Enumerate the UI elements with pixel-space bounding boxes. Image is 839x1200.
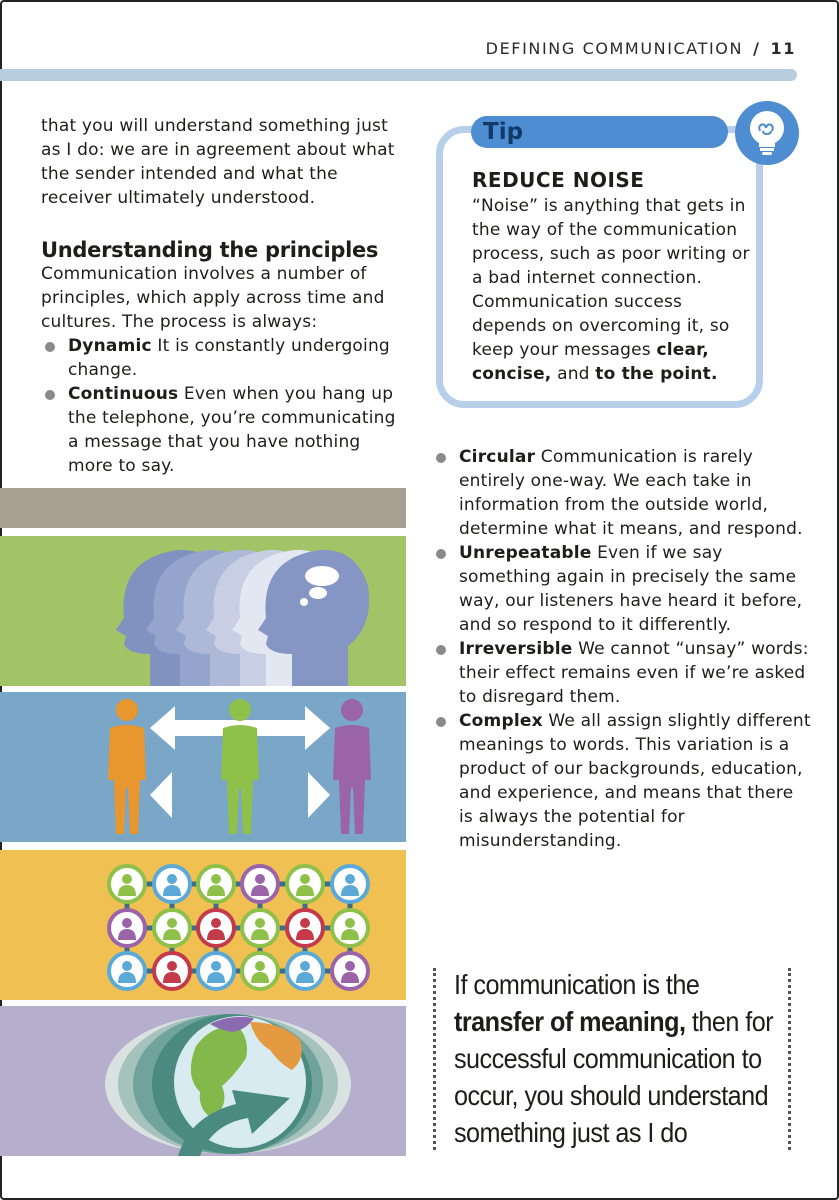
- bullet-text: Even when you hang up the telephone, you’re communicating a message that you have nothing more to say.: [68, 384, 396, 476]
- section-heading: Understanding the principles: [41, 238, 379, 262]
- list-item: [41, 382, 403, 478]
- list-item: [41, 334, 403, 382]
- quote-text-before: If communication is the: [454, 969, 700, 1000]
- bullet-term: Irreversible: [459, 639, 573, 659]
- header-rule: [0, 69, 797, 81]
- tip-title: REDUCE NOISE: [472, 168, 645, 192]
- left-column: [41, 114, 403, 478]
- principles-list-right: [432, 445, 812, 853]
- network-person-node: [154, 866, 190, 902]
- tip-body: [472, 194, 752, 386]
- header-separator: /: [753, 39, 761, 58]
- network-person-node: [109, 953, 145, 989]
- list-item: [432, 445, 812, 541]
- tip-joiner: and: [551, 364, 596, 384]
- bullet-text: Communication is rarely entirely one-way. We each take in information from the outside world, determine what it means, and respond.: [459, 447, 803, 539]
- intro-paragraph: that you will understand something just as I do: we are in agreement about what the sender intended and what the receiver ultimately understood.: [41, 116, 395, 208]
- bullet-text: It is constantly undergoing change.: [68, 336, 390, 380]
- heads-illustration: [0, 536, 406, 686]
- tip-emphasis-clear: clear,: [656, 340, 709, 360]
- bullet-text: We cannot “unsay” words: their effect remains even if we’re asked to disregard them.: [459, 639, 809, 707]
- network-person-node: [109, 866, 145, 902]
- tip-body-text: “Noise” is anything that gets in the way of the communication process, such as poor writing or a bad internet connection. Communication success depends on overcoming it, so keep your messages: [472, 196, 750, 360]
- section-title: DEFINING COMMUNICATION: [485, 39, 744, 58]
- bullet-text: Even if we say something again in precisely the same way, our listeners have heard it before, and so respond to it differently.: [459, 543, 803, 635]
- principles-list-left: [41, 334, 403, 478]
- network-person-node: [242, 866, 278, 902]
- network-person-node: [198, 953, 234, 989]
- network-person-node: [154, 953, 190, 989]
- bullet-term: Circular: [459, 447, 536, 467]
- bullet-text: We all assign slightly different meanings to words. This variation is a product of our backgrounds, education, and experience, and means that there is always the potential for misunderstanding.: [459, 711, 811, 851]
- network-person-node: [287, 866, 323, 902]
- network-person-node: [287, 953, 323, 989]
- globe-illustration: [0, 1006, 406, 1156]
- network-person-node: [242, 953, 278, 989]
- tip-label: Tip: [483, 119, 524, 145]
- bullet-term: Continuous: [68, 384, 179, 404]
- pull-quote: [454, 966, 787, 1151]
- lightbulb-icon: [735, 101, 799, 165]
- network-person-node: [198, 866, 234, 902]
- page-number: 11: [770, 39, 796, 58]
- network-person-node: [242, 910, 278, 946]
- running-head: [486, 39, 796, 58]
- right-column: [432, 445, 812, 853]
- list-item: [432, 637, 812, 709]
- network-person-node: [332, 953, 368, 989]
- quote-text-after: then for successful communication to occur, you should understand something just as I do: [454, 1006, 774, 1148]
- network-person-node: [332, 866, 368, 902]
- tip-emphasis-point: to the point.: [595, 364, 718, 384]
- network-person-node: [109, 910, 145, 946]
- list-item: [432, 709, 812, 853]
- bullet-term: Complex: [459, 711, 543, 731]
- tip-emphasis-concise: concise,: [472, 364, 552, 384]
- network-person-node: [287, 910, 323, 946]
- list-item: [432, 541, 812, 637]
- network-person-node: [198, 910, 234, 946]
- network-person-node: [332, 910, 368, 946]
- network-person-node: [154, 910, 190, 946]
- people-arrows-illustration: [0, 692, 406, 842]
- bullet-term: Dynamic: [68, 336, 152, 356]
- quote-emphasis: transfer of meaning,: [454, 1006, 686, 1037]
- bullet-term: Unrepeatable: [459, 543, 592, 563]
- principles-intro: Communication involves a number of principles, which apply across time and cultures. The process is always:: [41, 264, 385, 332]
- taupe-band: [0, 488, 406, 528]
- network-illustration: [0, 850, 406, 1000]
